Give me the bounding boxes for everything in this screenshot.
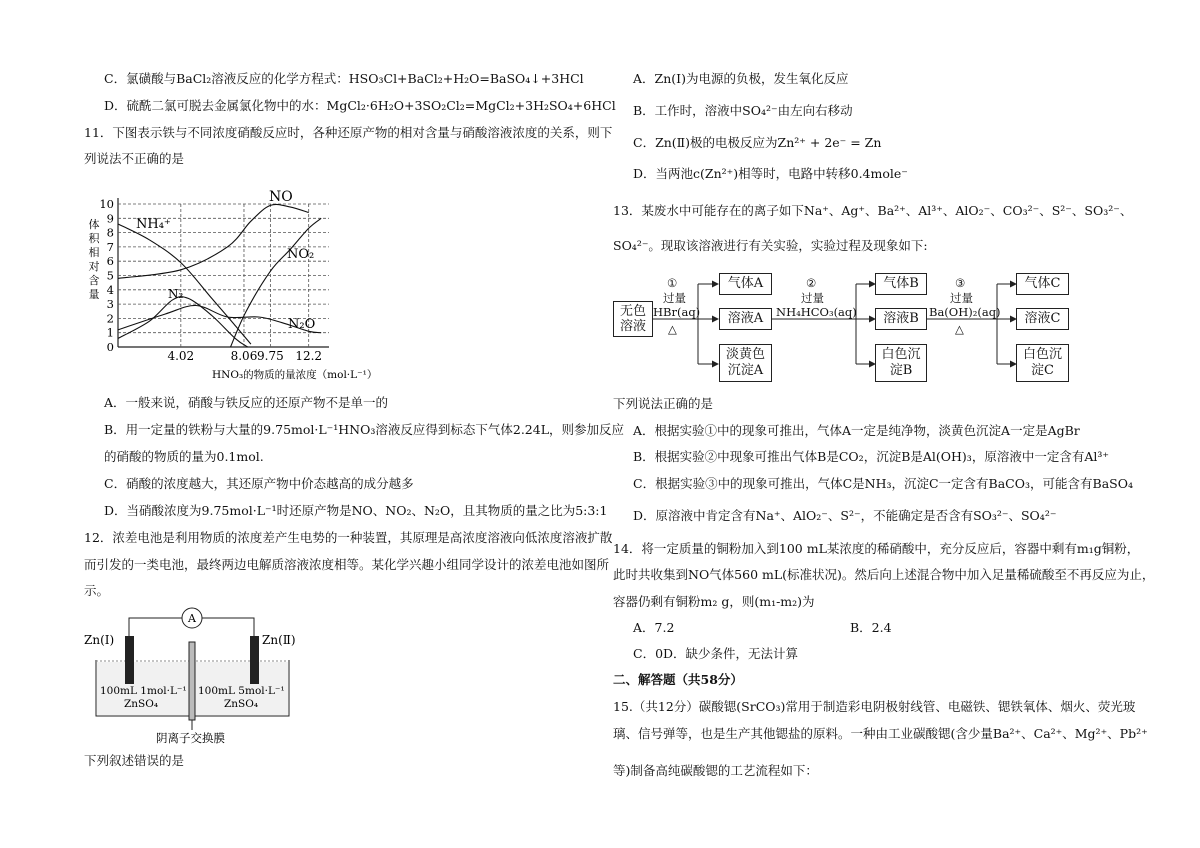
q14-stem-line1: 14．将一定质量的铜粉加入到100 mL某浓度的稀硝酸中，充分反应后，容器中剩有m₁g铜粉， (613, 541, 1140, 556)
q10-option-c: C．氯磺酸与BaCl₂溶液反应的化学方程式：HSO₃Cl+BaCl₂+H₂O=BaSO₄↓+3HCl (104, 71, 584, 86)
chart-ylabel-3: 相 (88, 246, 100, 259)
flow-step3-heat: △ (955, 322, 964, 336)
q10-option-d: D．硫酰二氯可脱去金属氯化物中的水：MgCl₂·6H₂O+3SO₂Cl₂=MgCl₂+3H₂SO₄+6HCl (104, 98, 616, 113)
flow-step2-reagent: NH₄HCO₃(aq) (776, 305, 857, 319)
membrane-label: 阴离子交换膜 (156, 731, 225, 745)
q15-stem-line3: 等)制备高纯碳酸锶的工艺流程如下： (613, 763, 818, 778)
q11-option-a: A．一般来说，硝酸与铁反应的还原产物不是单一的 (104, 395, 389, 410)
series-label-no: NO (269, 189, 293, 205)
chart-y-tick-label: 7 (106, 239, 114, 254)
q11-option-d: D．当硝酸浓度为9.75mol·L⁻¹时还原产物是NO、NO₂、N₂O，且其物质的量之比为5:3:1 (104, 503, 608, 518)
flow-gas-a: 气体A (719, 273, 772, 295)
chart-y-tick-label: 0 (106, 340, 114, 354)
q12-option-c: C．Zn(Ⅱ)极的电极反应为Zn²⁺ + 2e⁻ = Zn (633, 135, 882, 150)
flow-step3-number: ③ (955, 276, 966, 290)
flow-gas-b: 气体B (875, 273, 927, 295)
flow-gas-c: 气体C (1016, 273, 1069, 295)
chart-ylabel-2: 积 (88, 232, 100, 245)
flow-step1-number: ① (667, 276, 678, 290)
q12-stem-line1: 12．浓差电池是利用物质的浓度差产生电势的一种装置，其原理是高浓度溶液向低浓度溶液扩散 (84, 530, 613, 545)
chart-y-tick-label: 6 (106, 254, 114, 269)
q12-stem-line3: 示。 (84, 583, 110, 598)
q13-stem-line2: SO₄²⁻。现取该溶液进行有关实验，实验过程及现象如下: (613, 238, 928, 253)
q13-question-tail: 下列说法正确的是 (613, 396, 714, 411)
anion-exchange-membrane (189, 642, 195, 720)
series-label-no2: NO₂ (287, 247, 315, 262)
chart-ylabel-5: 含 (88, 274, 100, 287)
q11-option-b-line1: B．用一定量的铁粉与大量的9.75mol·L⁻¹HNO₃溶液反应得到标态下气体2.24L，则参加反应 (104, 422, 625, 437)
chart-y-tick-label: 3 (106, 297, 114, 312)
q14-option-a: A．7.2 (633, 620, 675, 635)
flow-step1-excess: 过量 (663, 291, 686, 305)
section-2-heading: 二、解答题（共58分） (613, 672, 743, 687)
flow-step2-number: ② (806, 276, 817, 290)
chart-y-tick-label: 8 (106, 225, 114, 240)
flow-step1-reagent: HBr(aq) (653, 305, 701, 319)
chart-y-tick-label: 1 (106, 325, 114, 340)
chart-x-tick-label: 9.75 (257, 349, 284, 363)
flow-step3-reagent: Ba(OH)₂(aq) (929, 305, 1001, 319)
q13-flowchart (613, 268, 1083, 386)
q11-chart (84, 184, 394, 384)
flow-solution-a: 溶液A (719, 308, 772, 330)
q14-stem-line2: 此时共收集到NO气体560 mL(标准状况)。然后向上述混合物中加入足量稀硫酸至不再反应为止， (613, 567, 1155, 582)
flow-step2-excess: 过量 (801, 291, 824, 305)
series-label-n2o: N₂O (288, 317, 316, 332)
flow-precipitate-b: 白色沉淀B (875, 344, 927, 382)
electrode-zn2-label: Zn(Ⅱ) (262, 633, 296, 647)
q12-stem-line2: 而引发的一类电池，最终两边电解质溶液浓度相等。某化学兴趣小组同学设计的浓差电池如图所 (84, 557, 610, 572)
q14-stem-line3: 容器仍剩有铜粉m₂ g，则(m₁-m₂)为 (613, 594, 815, 609)
q13-option-c: C．根据实验③中的现象可推出，气体C是NH₃，沉淀C一定含有BaCO₃，可能含有BaSO₄ (633, 476, 1133, 491)
flow-start-solution: 无色溶液 (613, 301, 653, 337)
q12-option-a: A．Zn(Ⅰ)为电源的负极，发生氧化反应 (633, 71, 849, 86)
flow-step3-excess: 过量 (950, 291, 973, 305)
series-label-n2: N₂ (168, 287, 184, 301)
q13-option-a: A．根据实验①中的现象可推出，气体A一定是纯净物，淡黄色沉淀A一定是AgBr (633, 423, 1080, 438)
q15-stem-line1: 15.（共12分）碳酸锶(SrCO₃)常用于制造彩电阴极射线管、电磁铁、锶铁氧体、烟火、荧光玻 (613, 699, 1136, 714)
series-label-nh4: NH₄⁺ (136, 217, 171, 232)
chart-y-tick-label: 4 (106, 282, 114, 297)
q14-option-cd: C．0D．缺少条件，无法计算 (633, 646, 799, 661)
chart-series-line-4 (118, 204, 309, 278)
chart-y-tick-label: 10 (99, 197, 114, 211)
chart-xlabel: HNO₃的物质的量浓度（mol·L⁻¹） (212, 369, 378, 381)
electrode-zn1 (125, 636, 134, 684)
q11-stem-line2: 列说法不正确的是 (84, 151, 185, 166)
chart-y-tick-label: 9 (106, 211, 114, 226)
flow-step1-heat: △ (668, 322, 677, 336)
concentration-cell-diagram (84, 604, 314, 749)
flow-precipitate-a: 淡黄色沉淀A (719, 344, 772, 382)
right-solution-line2: ZnSO₄ (224, 698, 259, 710)
q11-option-b-line2: 的硝酸的物质的量为0.1mol. (104, 449, 264, 464)
flow-solution-b: 溶液B (875, 308, 927, 330)
q14-option-b: B．2.4 (850, 620, 892, 635)
chart-x-tick-label: 4.02 (167, 349, 195, 363)
flow-solution-c: 溶液C (1016, 308, 1069, 330)
q12-option-d: D．当两池c(Zn²⁺)相等时，电路中转移0.4mole⁻ (633, 166, 908, 181)
q11-stem-line1: 11．下图表示铁与不同浓度硝酸反应时，各种还原产物的相对含量与硝酸溶液浓度的关系，则下 (84, 125, 613, 140)
ammeter-label: A (188, 612, 196, 625)
flow-precipitate-c: 白色沉淀C (1016, 344, 1069, 382)
q13-option-d: D．原溶液中肯定含有Na⁺、AlO₂⁻、S²⁻，不能确定是否含有SO₃²⁻、SO₄²⁻ (633, 508, 1057, 523)
q15-stem-line2: 璃、信号弹等，也是生产其他锶盐的原料。一种由工业碳酸锶(含少量Ba²⁺、Ca²⁺、Mg²⁺、Pb²⁺ (613, 726, 1148, 741)
electrode-zn2 (250, 636, 259, 684)
q12-option-b: B．工作时，溶液中SO₄²⁻由左向右移动 (633, 103, 853, 118)
chart-x-tick-label: 12.2 (295, 349, 323, 363)
chart-ylabel-6: 量 (88, 288, 100, 301)
electrode-zn1-label: Zn(Ⅰ) (84, 633, 115, 647)
chart-y-tick-label: 2 (106, 311, 114, 326)
q13-option-b: B．根据实验②中现象可推出气体B是CO₂，沉淀B是Al(OH)₃，原溶液中一定含有Al³⁺ (633, 449, 1109, 464)
q11-option-c: C．硝酸的浓度越大，其还原产物中价态越高的成分越多 (104, 476, 414, 491)
chart-ylabel-4: 对 (88, 260, 100, 273)
right-solution-line1: 100mL 5mol·L⁻¹ (198, 685, 285, 697)
left-solution-line2: ZnSO₄ (124, 698, 159, 710)
chart-series-line-0 (118, 224, 251, 344)
left-solution-line1: 100mL 1mol·L⁻¹ (100, 685, 187, 697)
chart-y-tick-label: 5 (106, 268, 114, 283)
chart-ylabel-1: 体 (88, 218, 100, 231)
q13-stem-line1: 13．某废水中可能存在的离子如下Na⁺、Ag⁺、Ba²⁺、Al³⁺、AlO₂⁻、CO₃²⁻、S²⁻、SO₃²⁻、 (613, 203, 1133, 218)
chart-x-tick-label: 8.06 (230, 349, 258, 363)
q12-question-tail: 下列叙述错误的是 (84, 753, 185, 768)
